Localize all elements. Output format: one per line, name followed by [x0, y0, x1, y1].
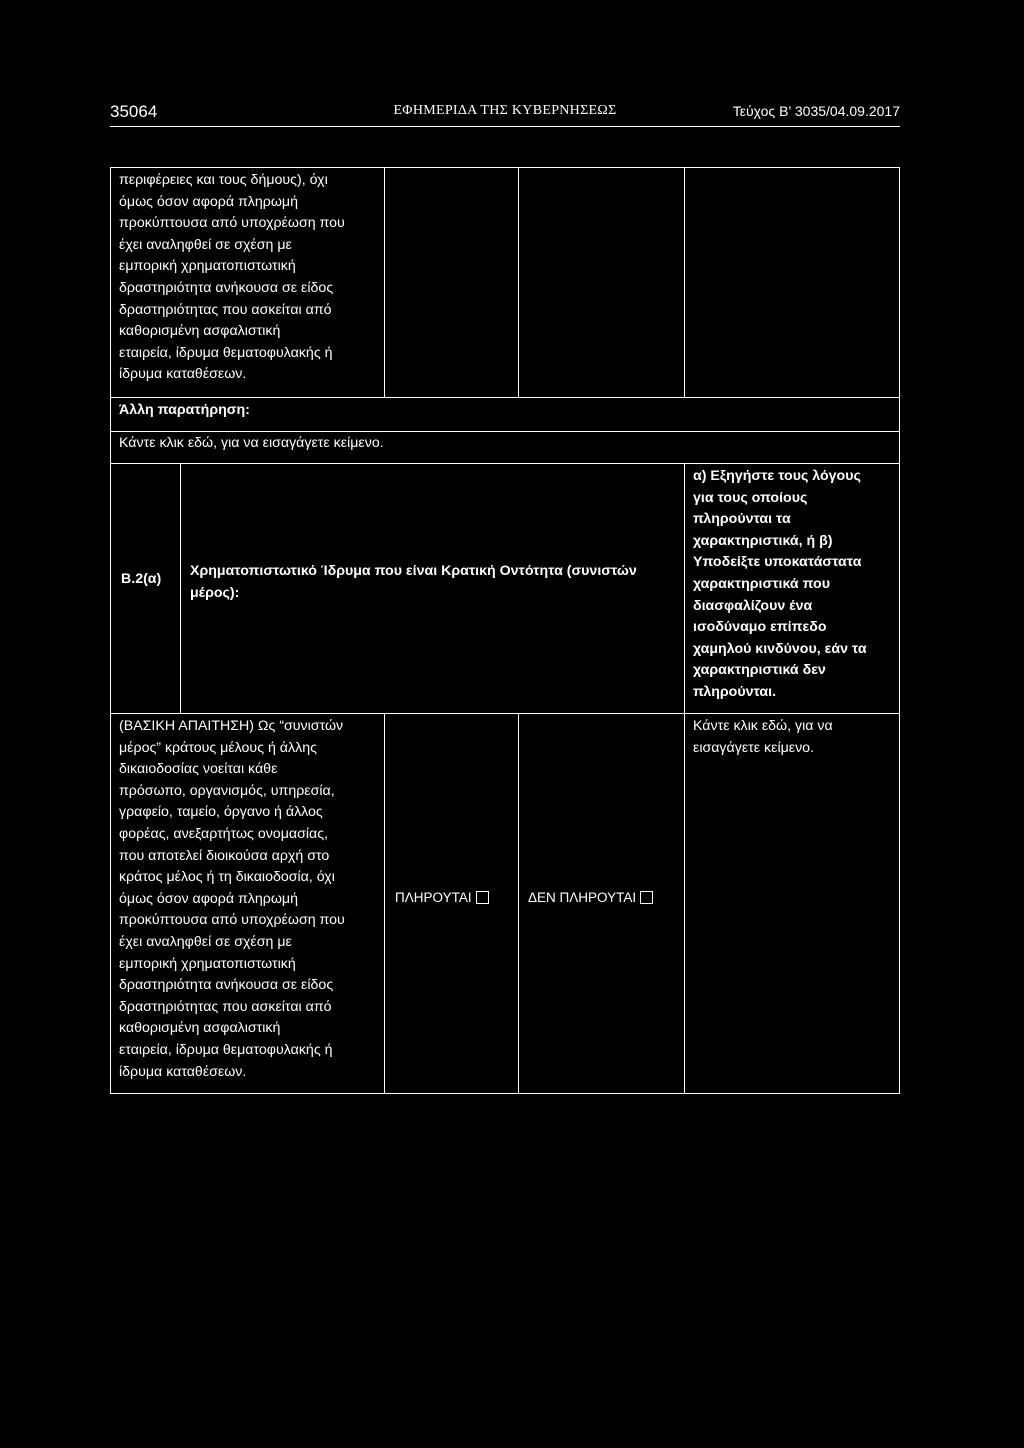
explanation-field[interactable] — [693, 716, 898, 759]
requirement-line: δραστηριότητα ανήκουσα σε είδος — [119, 977, 334, 994]
requirement-line: όμως όσον αφορά πληρωμή — [119, 890, 298, 907]
requirement-line: δραστηριότητας που ασκείται από — [119, 998, 332, 1015]
basic-requirement-text — [119, 716, 381, 1083]
section-title: Χρηματοπιστωτικό Ίδρυμα που είναι Κρατική Οντότητα (συνιστών μέρος): — [190, 563, 637, 601]
requirement-line: φορέας, ανεξαρτήτως ονομασίας, — [119, 825, 328, 842]
text-line: έχει αναληφθεί σε σχέση με — [119, 236, 292, 253]
instruction-line: α) Εξηγήστε τους λόγους — [693, 468, 861, 484]
req-col-divider-2 — [518, 713, 519, 1094]
requirement-line: κράτος μέλος ή τη δικαιοδοσία, όχι — [119, 869, 335, 886]
requirement-line: εταιρεία, ίδρυμα θεματοφυλακής ή — [119, 1041, 333, 1058]
requirement-line: ίδρυμα καταθέσεων. — [119, 1063, 247, 1080]
not-met-checkbox[interactable] — [640, 891, 653, 904]
page-number: 35064 — [110, 102, 158, 121]
instruction-line: χαμηλού κινδύνου, εάν τα — [693, 640, 867, 657]
text-line: δραστηριότητα ανήκουσα σε είδος — [119, 279, 334, 296]
instruction-line: χαρακτηριστικά που — [693, 575, 830, 592]
gazette-title: ΕΦΗΜΕΡΙΔΑ ΤΗΣ ΚΥΒΕΡΝΗΣΕΩΣ — [393, 103, 617, 118]
text-line: προκύπτουσα από υποχρέωση που — [119, 215, 345, 232]
text-line: δραστηριότητας που ασκείται από — [119, 301, 332, 318]
section-instructions — [693, 466, 898, 704]
requirement-line: καθορισμένη ασφαλιστική — [119, 1020, 281, 1037]
instruction-line: διασφαλίζουν ένα — [693, 597, 813, 614]
requirement-line: έχει αναληφθεί σε σχέση με — [119, 933, 292, 950]
instruction-line: για τους οποίους — [693, 489, 808, 506]
text-line: καθορισμένη ασφαλιστική — [119, 323, 281, 340]
met-checkbox[interactable] — [476, 891, 489, 904]
instruction-line: ισοδύναμο επίπεδο — [693, 619, 827, 636]
section-code: B.2(α) — [121, 571, 162, 587]
text-line: εμπορική χρηματοπιστωτική — [119, 258, 296, 275]
met-option[interactable] — [395, 887, 489, 909]
requirement-line: πρόσωπο, οργανισμός, υπηρεσία, — [119, 782, 335, 799]
requirement-line: μέρος” κράτους μέλους ή άλλης — [119, 739, 317, 756]
not-met-label: ΔΕΝ ΠΛΗΡΟΥΤΑΙ — [528, 890, 637, 905]
explanation-line: εισαγάγετε κείμενο. — [693, 739, 815, 756]
instruction-line: χαρακτηριστικά, ή β) — [693, 532, 833, 549]
text-line: όμως όσον αφορά πληρωμή — [119, 193, 298, 210]
other-remark-label: Άλλη παρατήρηση: — [119, 402, 250, 418]
text-line: εταιρεία, ίδρυμα θεματοφυλακής ή — [119, 344, 333, 361]
top-row-col-divider-3 — [684, 167, 685, 397]
instruction-line: πληρούνται. — [693, 683, 777, 700]
requirement-line: (ΒΑΣΙΚΗ ΑΠΑΙΤΗΣΗ) Ως “συνιστών — [119, 718, 344, 734]
instruction-line: χαρακτηριστικά δεν — [693, 662, 826, 679]
met-label: ΠΛΗΡΟΥΤΑΙ — [395, 890, 472, 905]
not-met-option[interactable] — [528, 887, 653, 909]
text-line: περιφέρειες και τους δήμους), όχι — [119, 172, 328, 188]
instruction-line: Υποδείξτε υποκατάστατα — [693, 554, 862, 571]
b2a-instructions-divider — [684, 463, 685, 714]
b2a-code-divider — [180, 463, 181, 714]
requirement-line: εμπορική χρηματοπιστωτική — [119, 955, 296, 972]
text-line: ίδρυμα καταθέσεων. — [119, 366, 247, 383]
issue-info: Τεύχος Β’ 3035/04.09.2017 — [732, 103, 900, 119]
requirement-line: δικαιοδοσίας νοείται κάθε — [119, 761, 278, 778]
top-continued-text — [119, 170, 381, 386]
req-col-divider-3 — [684, 713, 685, 1094]
requirement-line: προκύπτουσα από υποχρέωση που — [119, 912, 345, 929]
page-header — [110, 100, 900, 127]
click-here-field[interactable]: Κάντε κλικ εδώ, για να εισαγάγετε κείμενο. — [119, 435, 384, 451]
instruction-line: πληρούνται τα — [693, 511, 791, 528]
explanation-line: Κάντε κλικ εδώ, για να — [693, 718, 833, 734]
top-row-col-divider-1 — [384, 167, 385, 397]
req-col-divider-1 — [384, 713, 385, 1094]
requirement-line: που αποτελεί διοικούσα αρχή στο — [119, 847, 330, 864]
top-row-col-divider-2 — [518, 167, 519, 397]
requirement-line: γραφείο, ταμείο, όργανο ή άλλος — [119, 804, 323, 821]
